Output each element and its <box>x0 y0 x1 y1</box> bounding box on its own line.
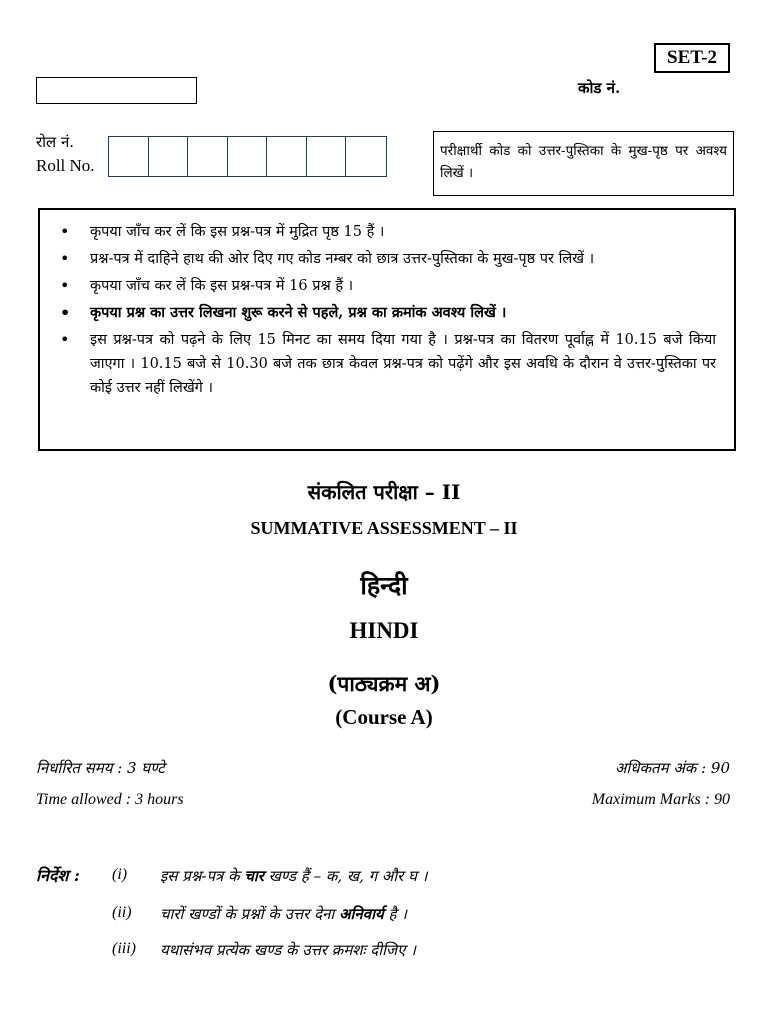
instruction-item <box>60 274 716 298</box>
course-title-english: (Course A) <box>335 705 433 729</box>
direction-text: चारों खण्डों के प्रश्नों के उत्तर देना अनिवार्य है । <box>160 905 407 923</box>
instruction-text: कृपया जाँच कर लें कि इस प्रश्न-पत्र में 16 प्रश्न हैं । <box>90 278 354 294</box>
bullet-icon: • <box>60 330 70 349</box>
time-allowed-hindi: निर्धारित समय : 3 घण्टे <box>36 759 165 777</box>
roll-number-cell[interactable] <box>149 137 189 176</box>
instruction-text: कृपया प्रश्न का उत्तर लिखना शुरू करने से पहले, प्रश्न का क्रमांक अवश्य लिखें । <box>90 304 507 321</box>
exam-title-hindi: संकलित परीक्षा – II <box>307 480 461 504</box>
bullet-icon: • <box>60 303 71 322</box>
instructions-list <box>60 220 716 400</box>
time-allowed-english: Time allowed : 3 hours <box>36 791 184 808</box>
set-label: SET-2 <box>654 43 730 73</box>
instruction-item <box>60 301 716 325</box>
direction-text: इस प्रश्न-पत्र के चार खण्ड हैं – क, ख, ग और घ । <box>160 867 428 885</box>
bullet-icon: • <box>60 276 70 295</box>
instruction-text: इस प्रश्न-पत्र को पढ़ने के लिए 15 मिनट का समय दिया गया है । प्रश्न-पत्र का वितरण पूर्वाह्न में 10.15 बजे किया जाएगा । 10.15 बजे से 10.30 बजे तक छात्र केवल प्रश्न-पत्र को पढ़ेंगे और इस अवधि के दौरान वे उत्तर-पुस्तिका पर कोई उत्तर नहीं लिखेंगे । <box>90 332 716 396</box>
roll-number-label-hindi: रोल नं. <box>36 133 75 151</box>
instruction-item <box>60 328 716 400</box>
direction-text: यथासंभव प्रत्येक खण्ड के उत्तर क्रमशः दीजिए । <box>160 941 416 959</box>
instruction-item <box>60 247 716 271</box>
roll-number-cell[interactable] <box>267 137 307 176</box>
direction-item <box>112 866 428 886</box>
maximum-marks-english: Maximum Marks : 90 <box>591 791 730 808</box>
exam-title-english: SUMMATIVE ASSESSMENT – II <box>250 518 518 538</box>
instruction-item <box>60 220 716 244</box>
subject-title-english: HINDI <box>349 618 419 643</box>
code-note-box: परीक्षार्थी कोड को उत्तर-पुस्तिका के मुख-पृष्ठ पर अवश्य लिखें । <box>433 131 734 196</box>
general-instructions-box <box>38 208 736 451</box>
roll-number-label-english: Roll No. <box>36 156 95 175</box>
course-title-hindi: (पाठ्यक्रम अ) <box>327 671 441 696</box>
directions-label: निर्देश : <box>36 866 80 885</box>
roll-number-cell[interactable] <box>188 137 228 176</box>
roll-number-cell[interactable] <box>307 137 347 176</box>
direction-item <box>112 940 416 960</box>
direction-number: (iii) <box>112 940 136 957</box>
instruction-text: कृपया जाँच कर लें कि इस प्रश्न-पत्र में मुद्रित पृष्ठ 15 हैं । <box>90 224 385 240</box>
subject-title-hindi: हिन्दी <box>360 571 408 600</box>
roll-number-cell[interactable] <box>109 137 149 176</box>
bullet-icon: • <box>60 222 70 241</box>
roll-number-boxes[interactable] <box>108 136 387 177</box>
direction-number: (ii) <box>112 904 132 921</box>
direction-item <box>112 904 407 924</box>
roll-number-cell[interactable] <box>228 137 268 176</box>
code-number-label: कोड नं. <box>578 79 621 97</box>
code-number-box[interactable] <box>36 77 197 104</box>
roll-number-cell[interactable] <box>346 137 386 176</box>
bullet-icon: • <box>60 249 70 268</box>
instruction-text: प्रश्न-पत्र में दाहिने हाथ की ओर दिए गए कोड नम्बर को छात्र उत्तर-पुस्तिका के मुख-पृष्ठ पर लिखें । <box>90 251 595 267</box>
direction-number: (i) <box>112 866 128 883</box>
maximum-marks-hindi: अधिकतम अंक : 90 <box>614 759 730 777</box>
